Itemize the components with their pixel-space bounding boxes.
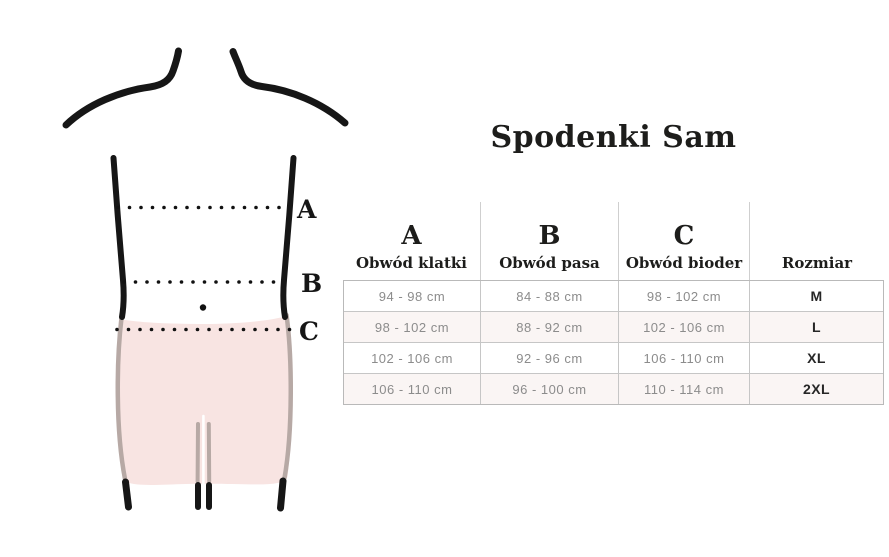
cell-chest: 94 - 98 cm: [344, 281, 481, 311]
header-label-hips: Obwód bioder: [625, 254, 743, 272]
cell-size: M: [810, 288, 823, 304]
measure-label-a: A: [297, 195, 317, 224]
header-label-size: Rozmiar: [781, 254, 853, 272]
cell-size: 2XL: [803, 381, 830, 397]
header-size: [750, 202, 884, 280]
measure-label-c: C: [299, 317, 319, 346]
cell-chest: 102 - 106 cm: [344, 343, 481, 373]
header-label-waist: Obwód pasa: [499, 254, 600, 272]
header-letter-c: C: [673, 221, 695, 251]
cell-hips: 102 - 106 cm: [619, 312, 750, 342]
cell-hips: 106 - 110 cm: [619, 343, 750, 373]
cell-waist: 92 - 96 cm: [481, 343, 619, 373]
cell-waist: 96 - 100 cm: [481, 374, 619, 404]
page-title: Spodenki Sam: [490, 120, 737, 155]
cell-size: L: [812, 319, 821, 335]
table-row: [344, 281, 883, 312]
header-label-chest: Obwód klatki: [355, 254, 467, 272]
size-table-header: [343, 202, 884, 280]
cell-chest: 98 - 102 cm: [344, 312, 481, 342]
table-row: [344, 312, 883, 343]
header-letter-a: A: [401, 221, 422, 251]
size-table-body: [343, 280, 884, 405]
cell-waist: 88 - 92 cm: [481, 312, 619, 342]
table-row: [344, 343, 883, 374]
table-row: [344, 374, 883, 404]
header-waist: [481, 202, 619, 280]
header-chest: [343, 202, 481, 280]
cell-size: XL: [807, 350, 826, 366]
cell-chest: 106 - 110 cm: [344, 374, 481, 404]
header-hips: [619, 202, 750, 280]
garment-diagram: [0, 0, 360, 557]
header-letter-b: B: [538, 221, 561, 251]
measure-label-b: B: [301, 269, 323, 298]
cell-hips: 98 - 102 cm: [619, 281, 750, 311]
cell-waist: 84 - 88 cm: [481, 281, 619, 311]
cell-hips: 110 - 114 cm: [619, 374, 750, 404]
